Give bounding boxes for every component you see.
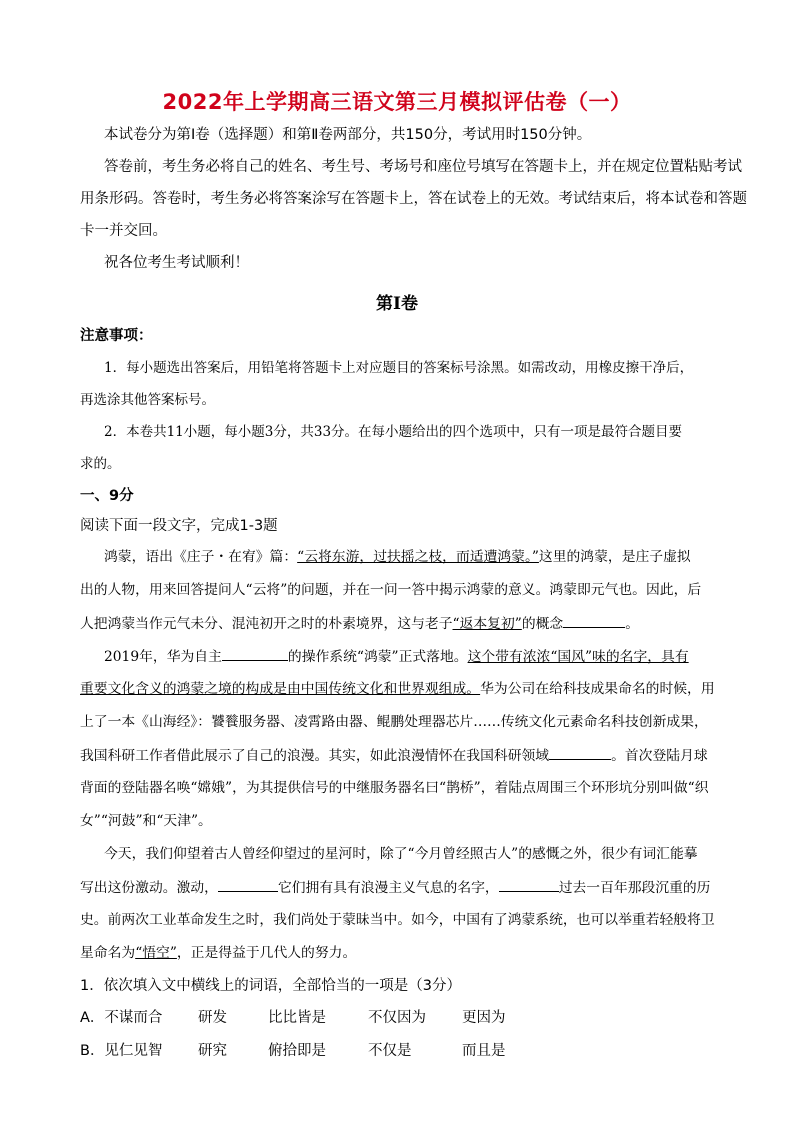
passage-text: 2019年，华为自主 (104, 649, 222, 665)
intro-paragraph-2-line-1: 答卷前，考生务必将自己的姓名、考生号、考场号和座位号填写在答题卡上，并在规定位置粘贴考试 (104, 159, 742, 175)
answer-blank (218, 877, 278, 892)
passage-text: 人把鸿蒙当作元气未分、混沌初开之时的朴素境界，这与老子 (80, 616, 453, 632)
option-word: 研究 (198, 1043, 227, 1059)
answer-blank (549, 745, 611, 760)
passage-text: 的概念 (521, 616, 564, 632)
answer-blank (499, 877, 559, 892)
option-label: B．见仁见智 (80, 1043, 163, 1059)
answer-blank (563, 613, 625, 628)
passage-line-3 (80, 613, 720, 634)
passage-line-8: 背面的登陆器名唤“嫦娥”，为其提供信号的中继服务器名曰“鹊桥”，着陆点周围三个环形坑分别叫做“织 (80, 780, 709, 796)
note-1-line-2: 再选涂其他答案标号。 (80, 392, 215, 408)
passage-line-4 (104, 646, 744, 667)
good-luck-text: 祝各位考生考试顺利！ (104, 255, 249, 271)
passage-text: 它们拥有具有浪漫主义气息的名字， (277, 880, 499, 896)
passage-line-5 (80, 679, 720, 699)
option-word: 不仅因为 (368, 1010, 426, 1026)
passage-line-9: 女”“河鼓”和“天津”。 (80, 813, 212, 829)
passage-text: 。首次登陆月球 (611, 748, 708, 764)
exam-title: 2022年上学期高三语文第三月模拟评估卷（一） (162, 90, 632, 114)
option-word: 而且是 (462, 1043, 506, 1059)
passage-text: 星命名为 (80, 945, 136, 961)
passage-line-6: 上了一本《山海经》：饕餮服务器、凌霄路由器、鲲鹏处理器芯片……传统文化元素命名科技创新成果， (80, 714, 708, 730)
option-label: A．不谋而合 (80, 1010, 163, 1026)
passage-line-12: 史。前两次工业革命发生之时，我们尚处于蒙昧当中。如今，中国有了鸿蒙系统，也可以举重若轻般将卫 (80, 912, 715, 928)
passage-line-7 (80, 745, 720, 766)
underlined-term: “返本复初” (452, 616, 522, 632)
underlined-term: “悟空” (135, 945, 177, 961)
intro-paragraph-1: 本试卷分为第Ⅰ卷（选择题）和第Ⅱ卷两部分，共150分，考试用时150分钟。 (104, 127, 592, 143)
passage-line-11 (80, 877, 720, 898)
passage-text: 。 (625, 616, 639, 632)
underlined-quote: “云将东游，过扶摇之枝，而适遭鸿蒙。” (297, 549, 539, 565)
intro-paragraph-2-line-3: 卡一并交回。 (80, 223, 167, 239)
option-word: 不仅是 (368, 1043, 412, 1059)
passage-text: 的操作系统“鸿蒙”正式落地。 (287, 649, 468, 665)
passage-line-2: 出的人物，用来回答提问人“云将”的问题，并在一问一答中揭示鸿蒙的意义。鸿蒙即元气也。因此，后 (80, 582, 702, 598)
notes-heading: 注意事项： (80, 328, 153, 344)
section-title: 第Ⅰ卷 (376, 294, 418, 314)
option-word: 研发 (198, 1010, 227, 1026)
passage-text: 写出这份激动。激动， (80, 880, 218, 896)
passage-text: 这里的鸿蒙，是庄子虚拟 (538, 549, 691, 565)
passage-line-13 (80, 943, 720, 963)
option-word: 比比皆是 (268, 1010, 326, 1026)
question-1-stem: 1．依次填入文中横线上的词语，全部恰当的一项是（3分） (80, 978, 461, 994)
underlined-sentence: 重要文化含义的鸿蒙之境的构成是由中国传统文化和世界观组成。 (80, 681, 481, 697)
part-1-heading: 一、9分 (80, 488, 134, 504)
underlined-sentence: 这个带有浓浓“国风”味的名字，具有 (467, 649, 689, 665)
passage-text: ，正是得益于几代人的努力。 (176, 945, 357, 961)
note-2-line-2: 求的。 (80, 456, 121, 472)
part-1-instruction: 阅读下面一段文字，完成1-3题 (80, 518, 278, 534)
passage-text: 华为公司在给科技成果命名的时候，用 (480, 681, 715, 697)
passage-line-10: 今天，我们仰望着古人曾经仰望过的星河时，除了“今月曾经照古人”的感慨之外，很少有词汇能摹 (104, 846, 698, 862)
note-1-line-1: 1．每小题选出答案后，用铅笔将答题卡上对应题目的答案标号涂黑。如需改动，用橡皮擦干净后， (104, 360, 694, 376)
intro-paragraph-2-line-2: 用条形码。答卷时，考生务必将答案涂写在答题卡上，答在试卷上的无效。考试结束后，将本试卷和答题 (80, 191, 747, 207)
passage-text: 过去一百年那段沉重的历 (558, 880, 711, 896)
passage-line-1 (104, 547, 744, 567)
answer-blank (222, 646, 288, 661)
passage-text: 鸿蒙，语出《庄子・在宥》篇： (104, 549, 298, 565)
option-word: 俯拾即是 (268, 1043, 326, 1059)
note-2-line-1: 2．本卷共11小题，每小题3分，共33分。在每小题给出的四个选项中，只有一项是最符合题目要 (104, 424, 683, 440)
passage-text: 我国科研工作者借此展示了自己的浪漫。其实，如此浪漫情怀在我国科研领域 (80, 748, 550, 764)
option-word: 更因为 (462, 1010, 506, 1026)
